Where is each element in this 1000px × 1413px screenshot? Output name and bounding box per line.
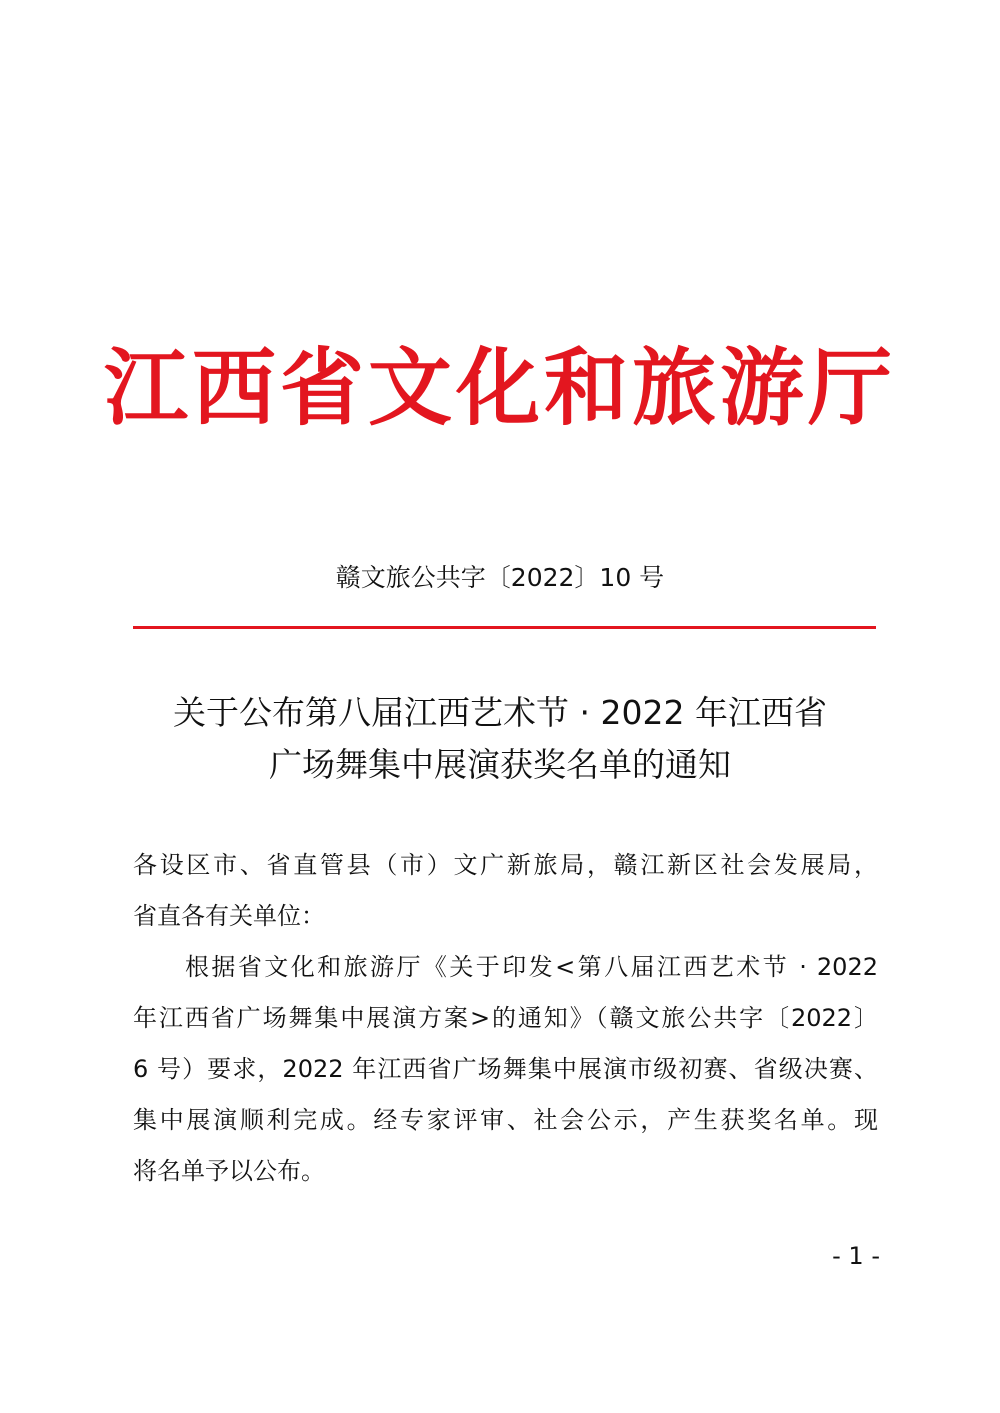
document-number: 赣文旅公共字〔2022〕10 号 (335, 563, 665, 592)
document-title-line-1: 关于公布第八届江西艺术节 · 2022 年江西省 (173, 693, 827, 732)
red-separator-line (133, 626, 876, 629)
document-title-line-2: 广场舞集中展演获奖名单的通知 (269, 745, 731, 784)
page-number: - 1 - (832, 1242, 880, 1270)
document-title (0, 687, 1000, 791)
paragraph-line-5: 将名单予以公布。 (133, 1157, 325, 1185)
paragraph-line-1: 根据省文化和旅游厅《关于印发<第八届江西艺术节 · 2022 (185, 953, 878, 981)
salutation-line-1: 各设区市、省直管县（市）文广新旅局，赣江新区社会发展局， (133, 851, 878, 879)
paragraph-line-3: 6 号）要求，2022 年江西省广场舞集中展演市级初赛、省级决赛、 (133, 1055, 878, 1083)
agency-masthead: 江西省文化和旅游厅 (103, 339, 896, 437)
paragraph-line-4: 集中展演顺利完成。经专家评审、社会公示，产生获奖名单。现 (133, 1106, 878, 1134)
document-body (133, 840, 878, 1197)
paragraph-line-2: 年江西省广场舞集中展演方案>的通知》（赣文旅公共字〔2022〕 (133, 1004, 878, 1032)
salutation-line-2: 省直各有关单位： (133, 902, 325, 930)
